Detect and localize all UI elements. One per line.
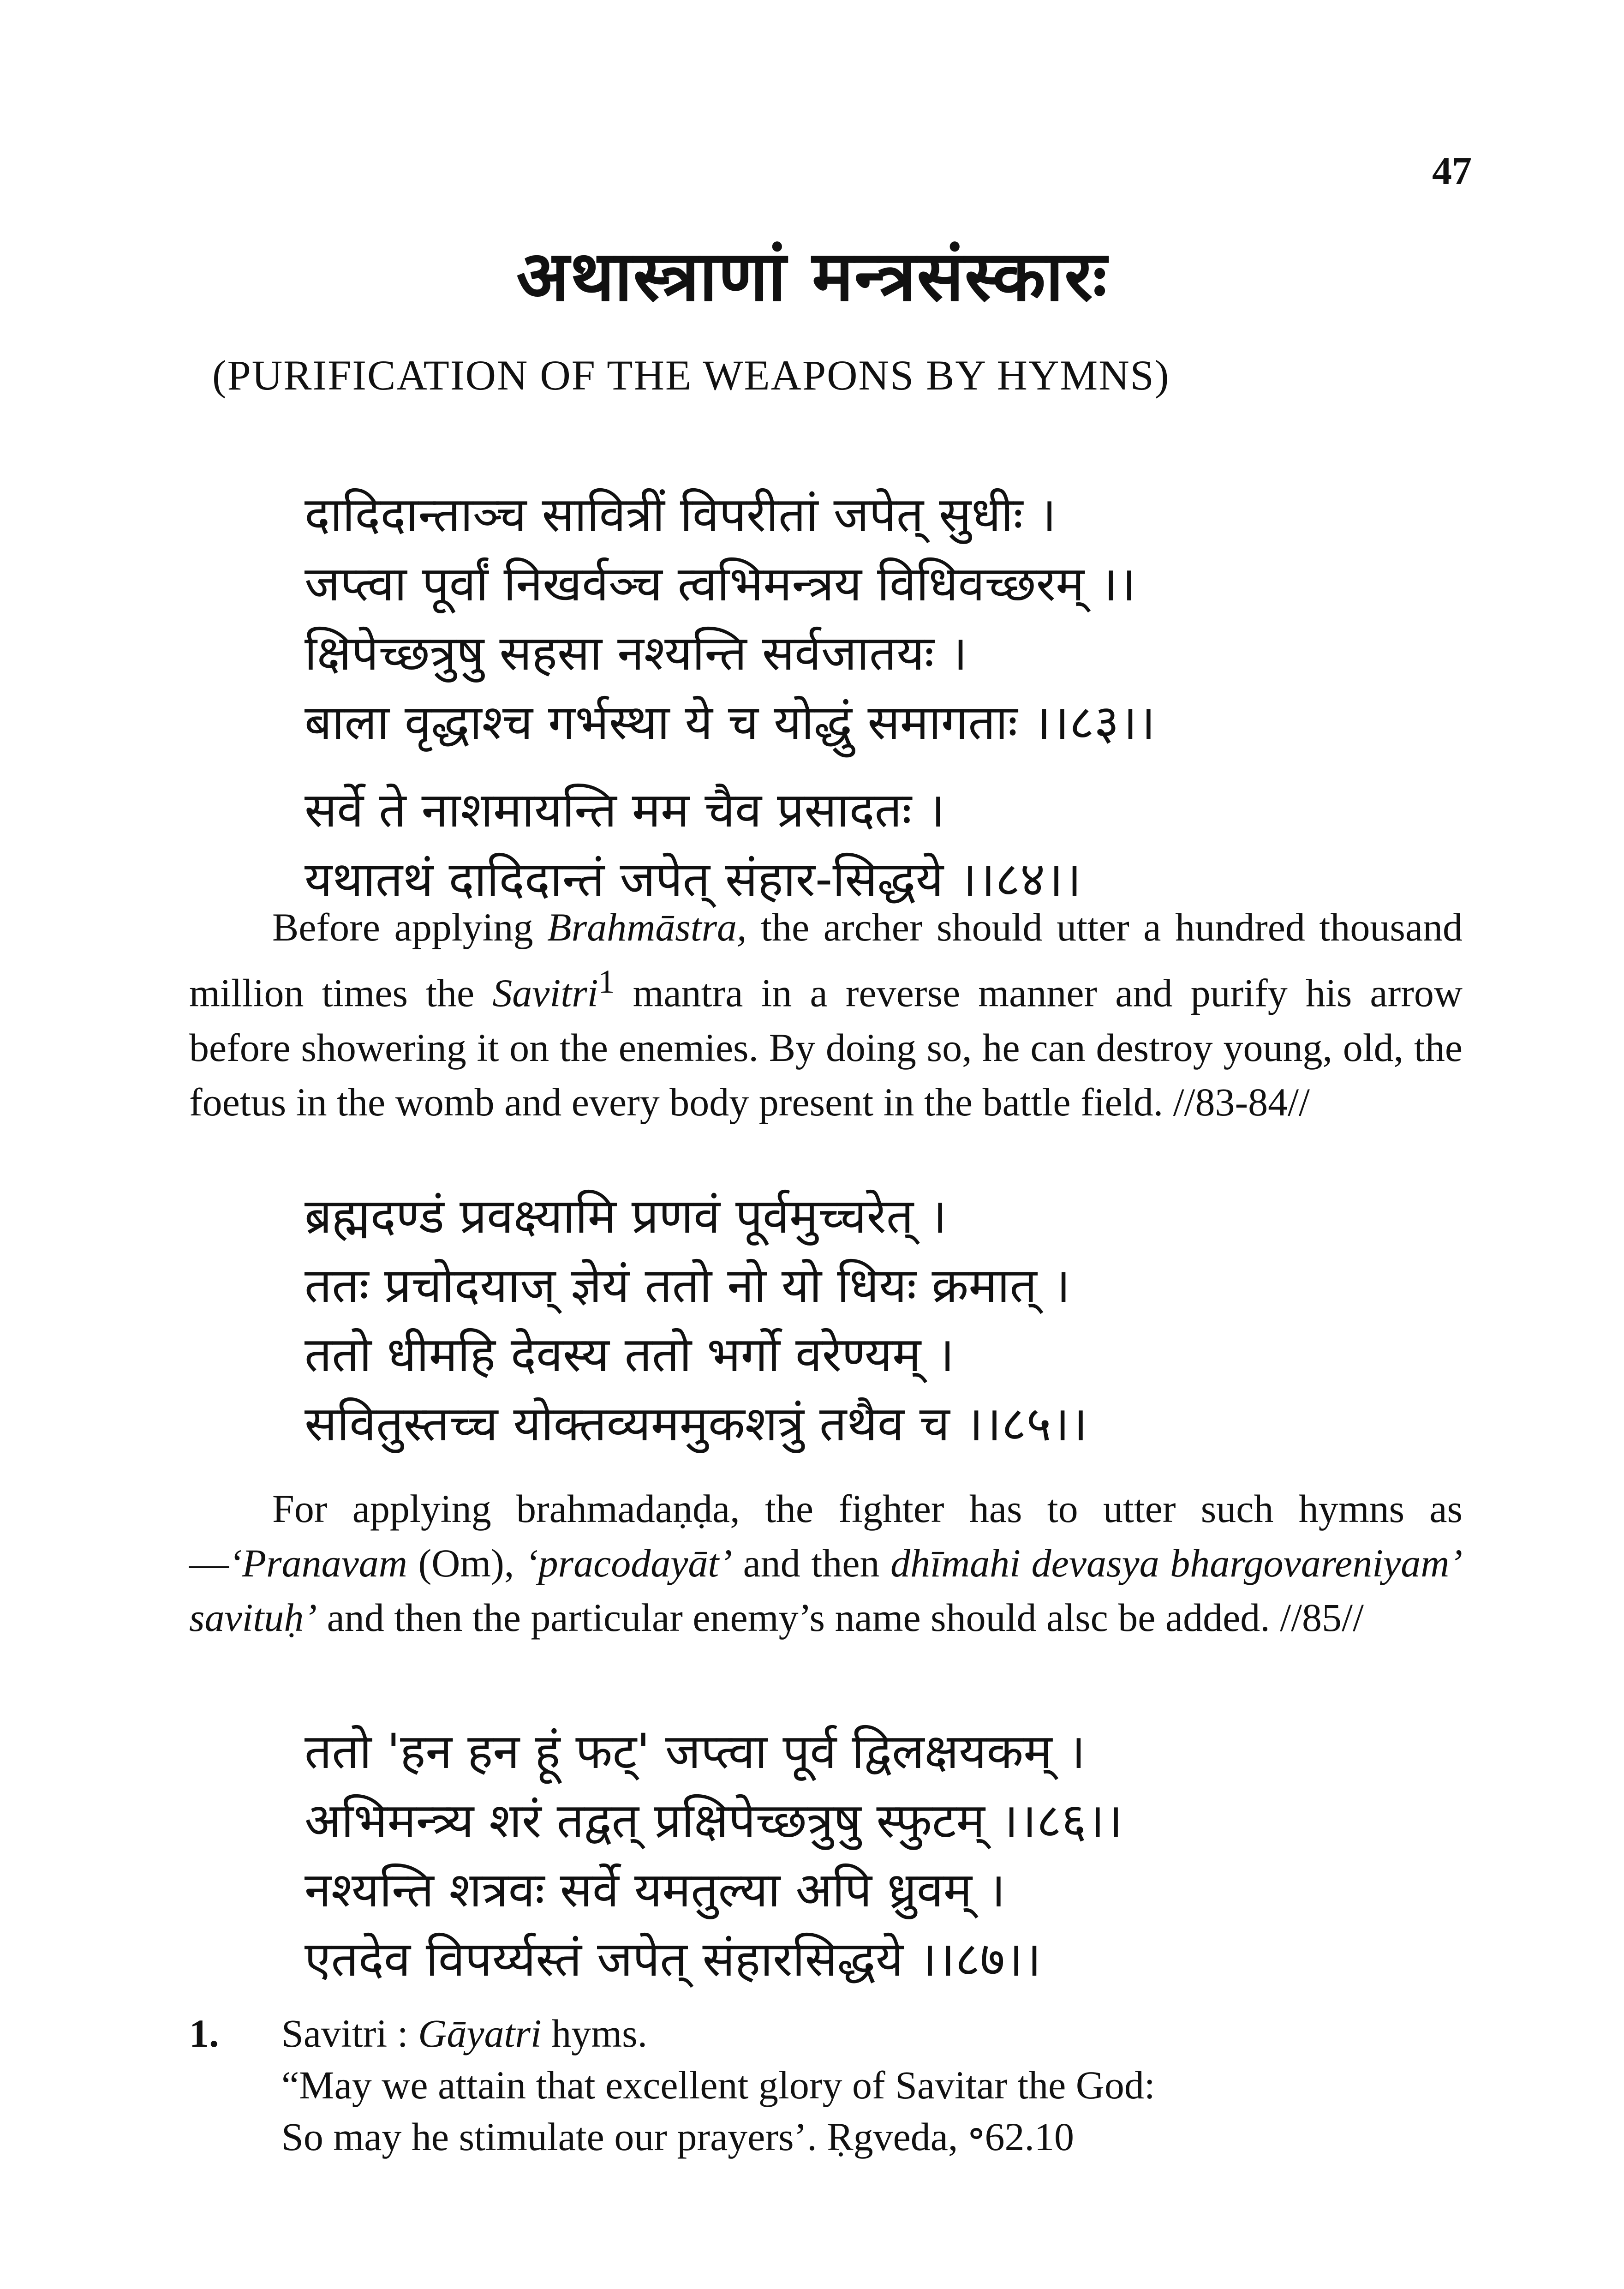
verse-line: ब्रह्मदण्डं प्रवक्ष्यामि प्रणवं पूर्वमुच्चरेत् । <box>304 1188 947 1244</box>
verse-line: बाला वृद्धाश्च गर्भस्था ये च योद्धुं समागताः ।।८३।। <box>304 694 1156 750</box>
verse-line: ततः प्रचोदयाज् ज्ञेयं ततो नो यो धियः क्रमात् । <box>304 1257 1071 1313</box>
translation-paragraph-83-84: Before applying Brahmāstra, the archer should utter a hundred thousand million times the Savitri$^1$ mantra in a reverse manner and purify his arrow before showering it on the enemies. By doing so, he can destroy young, old, the foetus in the womb and every body present in the battle field. //83-84// <box>189 905 1463 1124</box>
chapter-title-english: (PURIFICATION OF THE WEAPONS BY HYMNS) <box>212 352 1170 399</box>
footnote-quote-line: “May we attain that excellent glory of Savitar the God: <box>281 2063 1155 2107</box>
footnote-number: 1. <box>189 2011 219 2055</box>
verse-line: क्षिपेच्छत्रुषु सहसा नश्यन्ति सर्वजातयः । <box>304 625 968 681</box>
footnote-quote-line: So may he stimulate our prayers’. Ṛgveda, ॰62.10 <box>281 2115 1075 2159</box>
footnote-definition: Savitri : Gāyatri hyms. <box>281 2011 648 2055</box>
verse-block-83-84 <box>304 480 1504 914</box>
chapter-title-devanagari: अथास्त्राणां मन्त्रसंस्कारः <box>516 236 1108 317</box>
verse-line: दादिदान्ताञ्च सावित्रीं विपरीतां जपेत् सुधीः । <box>304 486 1057 543</box>
footnote <box>189 2007 1463 2163</box>
verse-line: यथातथं दादिदान्तं जपेत् संहार-सिद्धये ।।८४।। <box>304 851 1082 907</box>
verse-line: एतदेव विपर्य्यस्तं जपेत् संहारसिद्धये ।।८७।। <box>304 1931 1042 1987</box>
verse-reference: //83-84// <box>1173 1079 1310 1124</box>
verse-line: नश्यन्ति शत्रवः सर्वे यमतुल्या अपि ध्रुवम् । <box>304 1862 1006 1918</box>
verse-block-85 <box>304 1181 1504 1458</box>
verse-line: अभिमन्त्र्य शरं तद्वत् प्रक्षिपेच्छत्रुषु स्फुटम् ।।८६।। <box>304 1792 1123 1849</box>
verse-line: जप्त्वा पूर्वां निखर्वञ्च त्वभिमन्त्रय विधिवच्छरम् ।। <box>304 556 1136 612</box>
verse-line: ततो धीमहि देवस्य ततो भर्गो वरेण्यम् । <box>304 1326 955 1383</box>
page-number: 47 <box>1432 149 1472 193</box>
verse-reference: //85// <box>1280 1595 1364 1640</box>
verse-block-86-87 <box>304 1717 1504 1994</box>
verse-line: सर्वे ते नाशमायन्ति मम चैव प्रसादतः । <box>304 782 945 838</box>
translation-paragraph-85: For applying brahmadaṇḍa, the fighter has to utter such hymns as—‘Pranavam (Om), ‘pracodayāt’ and then dhīmahi devasya bhargovareniyam’ savituḥ’ and then the particular enemy’s name should alsc be added. //85// <box>189 1486 1463 1640</box>
verse-line: सवितुस्तच्च योक्तव्यममुकशत्रुं तथैव च ।।८५।। <box>304 1396 1088 1452</box>
verse-line: ततो 'हन हन हूं फट्' जप्त्वा पूर्व द्विलक्षयकम् । <box>304 1723 1086 1780</box>
footnote-body <box>281 2007 1463 2163</box>
footnote-marker[interactable]: 1 <box>598 963 615 1000</box>
